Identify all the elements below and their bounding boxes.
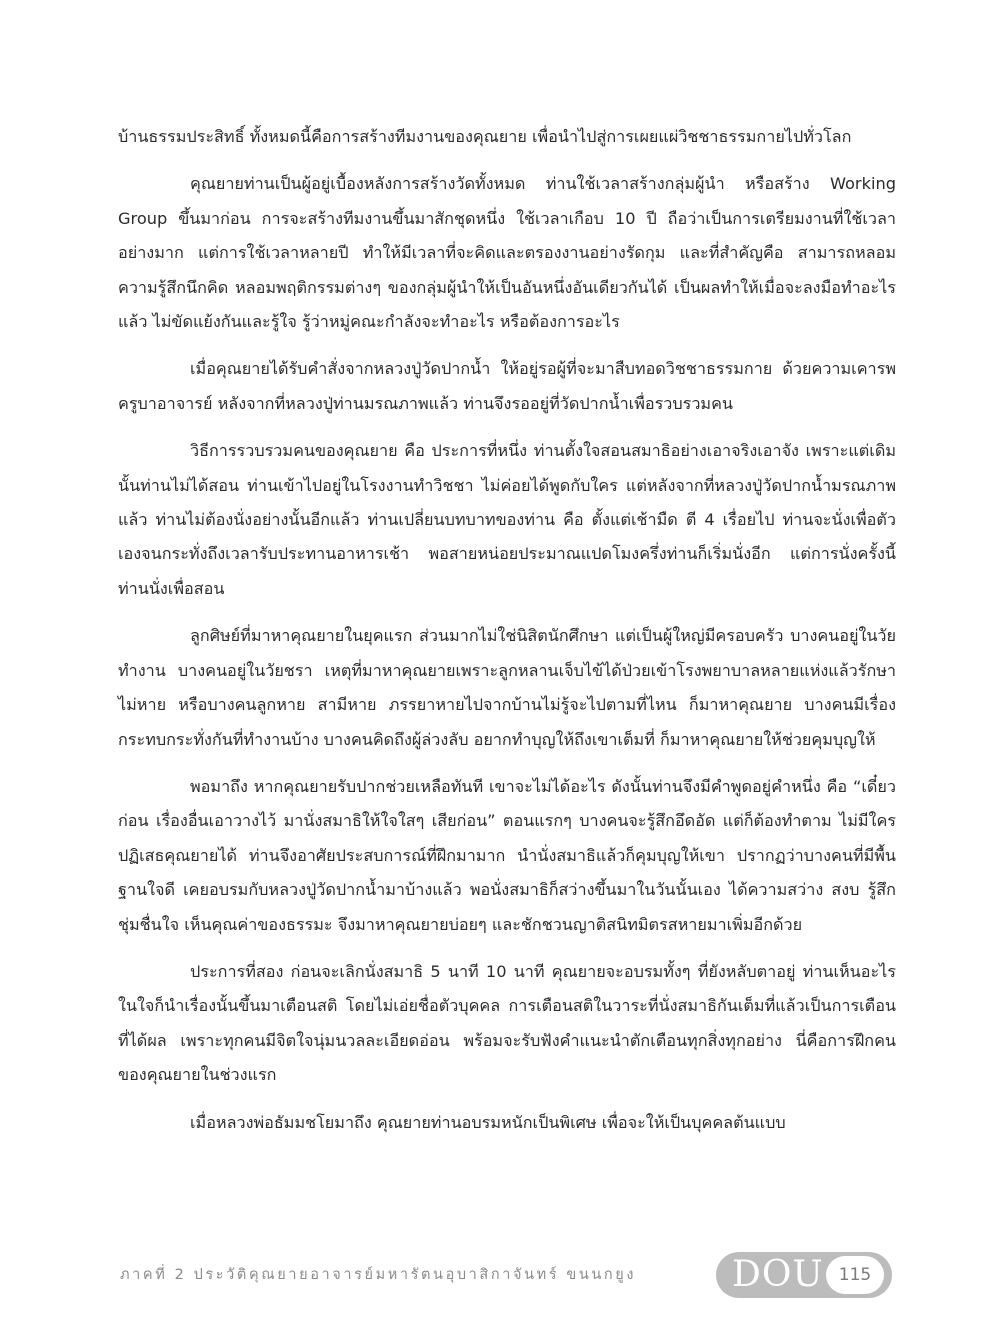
badge-label: DOU xyxy=(732,1254,824,1295)
paragraph: เมื่อหลวงพ่อธัมมชโยมาถึง คุณยายท่านอบรมหนักเป็นพิเศษ เพื่อจะให้เป็นบุคคลต้นแบบ xyxy=(190,1112,786,1132)
running-title: ภาคที่ 2 ประวัติคุณยายอาจารย์มหารัตนอุบาสิกาจันทร์ ขนนกยูง xyxy=(120,1267,637,1283)
paragraph: คุณยายท่านเป็นผู้อยู่เบื้องหลังการสร้างวัดทั้งหมด ท่านใช้เวลาสร้างกลุ่มผู้นำ หรือสร้าง Working Group ขึ้นมาก่อน การจะสร้างทีมงานขึ้นมาสักชุดหนึ่ง ใช้เวลาเกือบ 10 ปี ถือว่าเป็นการเตรียมงานที่ใช้เวลาอย่างมาก แต่การใช้เวลาหลายปี ทำให้มีเวลาที่จะคิดและตรองงานอย่างรัดกุม และที่สำคัญคือ สามารถหลอมความรู้สึกนึกคิด หลอมพฤติกรรมต่างๆ ของกลุ่มผู้นำให้เป็นอันหนึ่งอันเดียวกันได้ เป็นผลทำให้เมื่อจะลงมือทำอะไรแล้ว ไม่ขัดแย้งกันและรู้ใจ รู้ว่าหมู่คณะกำลังจะทำอะไร หรือต้องการอะไร xyxy=(118,174,896,332)
paragraph: ประการที่สอง ก่อนจะเลิกนั่งสมาธิ 5 นาที 10 นาที คุณยายจะอบรมทั้งๆ ที่ยังหลับตาอยู่ ท่านเห็นอะไรในใจก็นำเรื่องนั้นขึ้นมาเตือนสติ โดยไม่เอ่ยชื่อตัวบุคคล การเตือนสติในวาระที่นั่งสมาธิกันเต็มที่แล้วเป็นการเตือนที่ได้ผล เพราะทุกคนมีจิตใจนุ่มนวลละเอียดอ่อน พร้อมจะรับฟังคำแนะนำตักเตือนทุกสิ่งทุกอย่าง นี่คือการฝึกคนของคุณยายในช่วงแรก xyxy=(118,961,896,1085)
paragraph-continuation: บ้านธรรมประสิทธิ์ ทั้งหมดนี้คือการสร้างทีมงานของคุณยาย เพื่อนำไปสู่การเผยแผ่วิชชาธรรมกายไปทั่วโลก xyxy=(118,127,852,146)
dou-badge xyxy=(716,1252,892,1298)
paragraph: ลูกศิษย์ที่มาหาคุณยายในยุคแรก ส่วนมากไม่ใช่นิสิตนักศึกษา แต่เป็นผู้ใหญ่มีครอบครัว บางคนอยู่ในวัยทำงาน บางคนอยู่ในวัยชรา เหตุที่มาหาคุณยายเพราะลูกหลานเจ็บไข้ได้ป่วยเข้าโรงพยาบาลหลายแห่งแล้วรักษาไม่หาย หรือบางคนลูกหาย สามีหาย ภรรยาหายไปจากบ้านไม่รู้จะไปตามที่ไหน ก็มาหาคุณยาย บางคนมีเรื่องกระทบกระทั่งกันที่ทำงานบ้าง บางคนคิดถึงผู้ล่วงลับ อยากทำบุญให้ถึงเขาเต็มที่ ก็มาหาคุณยายให้ช่วยคุมบุญให้ xyxy=(118,626,896,749)
page-number: 115 xyxy=(826,1256,884,1294)
body-text xyxy=(118,120,896,1153)
paragraph: พอมาถึง หากคุณยายรับปากช่วยเหลือทันที เขาจะไม่ได้อะไร ดังนั้นท่านจึงมีคำพูดอยู่คำหนึ่ง คือ “เดี๋ยวก่อน เรื่องอื่นเอาวางไว้ มานั่งสมาธิให้ใจใสๆ เสียก่อน” ตอนแรกๆ บางคนจะรู้สึกอึดอัด แต่ก็ต้องทำตาม ไม่มีใครปฏิเสธคุณยายได้ ท่านจึงอาศัยประสบการณ์ที่ฝึกมามาก นำนั่งสมาธิแล้วก็คุมบุญให้เขา ปรากฏว่าบางคนที่มีพื้นฐานใจดี เคยอบรมกับหลวงปู่วัดปากน้ำมาบ้างแล้ว พอนั่งสมาธิก็สว่างขึ้นมาในวันนั้นเอง ได้ความสว่าง สงบ รู้สึกชุ่มชื่นใจ เห็นคุณค่าของธรรมะ จึงมาหาคุณยายบ่อยๆ และชักชวนญาติสนิทมิตรสหายมาเพิ่มอีกด้วย xyxy=(118,776,896,934)
page-footer xyxy=(118,1252,896,1298)
paragraph: เมื่อคุณยายได้รับคำสั่งจากหลวงปู่วัดปากน้ำ ให้อยู่รอผู้ที่จะมาสืบทอดวิชชาธรรมกาย ด้วยความเคารพครูบาอาจารย์ หลังจากที่หลวงปู่ท่านมรณภาพแล้ว ท่านจึงรออยู่ที่วัดปากน้ำเพื่อรวบรวมคน xyxy=(118,359,896,413)
paragraph: วิธีการรวบรวมคนของคุณยาย คือ ประการที่หนึ่ง ท่านตั้งใจสอนสมาธิอย่างเอาจริงเอาจัง เพราะแต่เดิมนั้นท่านไม่ได้สอน ท่านเข้าไปอยู่ในโรงงานทำวิชชา ไม่ค่อยได้พูดกับใคร แต่หลังจากที่หลวงปู่วัดปากน้ำมรณภาพแล้ว ท่านไม่ต้องนั่งอย่างนั้นอีกแล้ว ท่านเปลี่ยนบทบาทของท่าน คือ ตั้งแต่เช้ามืด ตี 4 เรื่อยไป ท่านจะนั่งเพื่อตัวเองจนกระทั่งถึงเวลารับประทานอาหารเช้า พอสายหน่อยประมาณแปดโมงครึ่งท่านก็เริ่มนั่งอีก แต่การนั่งครั้งนี้ท่านนั่งเพื่อสอน xyxy=(118,441,896,598)
